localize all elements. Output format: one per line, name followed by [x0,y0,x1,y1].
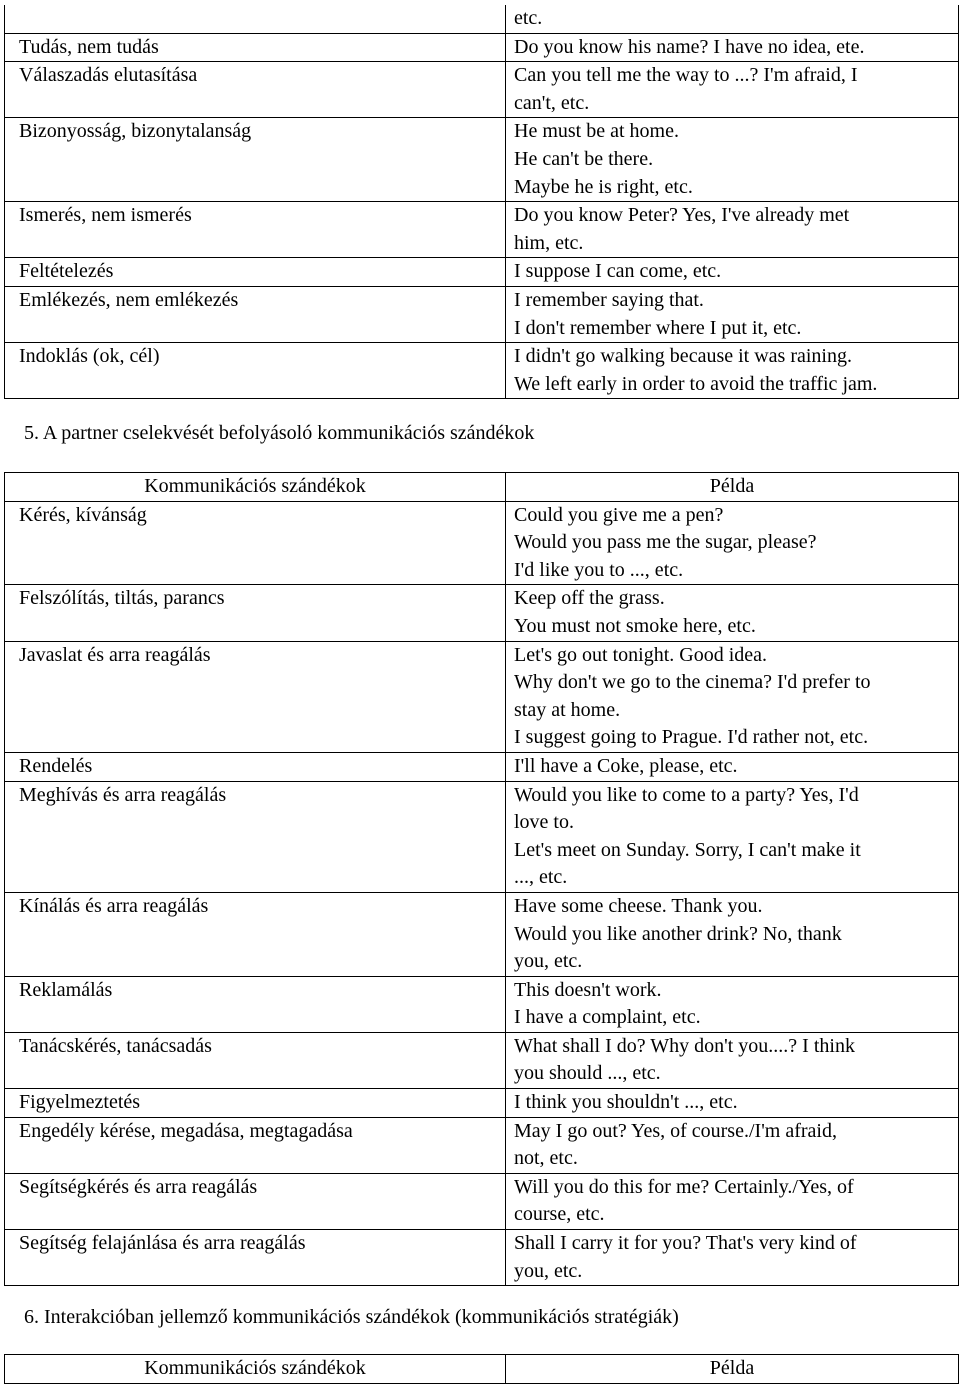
intent-label [19,371,505,399]
example-line: Could you give me a pen? [514,503,724,526]
example-line: We left early in order to avoid the traffic jam. [514,372,878,395]
example-cell [506,1173,959,1229]
intent-label [19,948,505,976]
example-cell [506,202,959,258]
example-line: He must be at home. [514,120,679,143]
example-line: ..., etc. [514,866,568,889]
intent-label: Indoklás (ok, cél) [19,345,160,368]
intent-cell [5,343,506,399]
intent-label [19,315,505,343]
example-line: I think you shouldn't ..., etc. [514,1091,738,1114]
intent-label: Felszólítás, tiltás, parancs [19,587,225,610]
example-line: Do you know his name? I have no idea, ete. [514,35,865,58]
intent-cell [5,1173,506,1229]
intent-label: Segítségkérés és arra reagálás [19,1175,258,1198]
intent-label: Tanácskérés, tanácsadás [19,1034,212,1057]
table-row [5,62,959,118]
intent-label: Meghívás és arra reagálás [19,783,227,806]
example-line: Let's go out tonight. Good idea. [514,643,768,666]
example-cell [506,1032,959,1088]
table-row [5,5,959,33]
example-cell [506,286,959,342]
intent-label: Tudás, nem tudás [19,35,159,58]
example-line: not, etc. [514,1147,578,1170]
table-row [5,118,959,202]
intent-label [19,557,505,585]
section-6-header-row [5,1355,959,1384]
table-row [5,1089,959,1118]
intent-label: Kérés, kívánság [19,503,147,526]
example-line: you, etc. [514,950,583,973]
table-row [5,501,959,585]
example-line: you, etc. [514,1259,583,1282]
intent-cell [5,5,506,33]
intent-label [19,5,505,33]
section-5-title: 5. A partner cselekvését befolyásoló kommunikációs szándékok [24,422,535,444]
column-header-intent: Kommunikációs szándékok [5,473,506,502]
example-line: Will you do this for me? Certainly./Yes, of [514,1175,854,1198]
intent-cell [5,781,506,892]
example-line: I suppose I can come, etc. [514,260,722,283]
example-line: I didn't go walking because it was raining. [514,345,852,368]
example-line: love to. [514,811,574,834]
intent-cell [5,585,506,641]
example-line: Keep off the grass. [514,587,665,610]
intent-cell [5,258,506,287]
example-line: I'll have a Coke, please, etc. [514,754,738,777]
intent-cell [5,1230,506,1286]
example-line: Would you like to come to a party? Yes, I'd [514,783,859,806]
intent-cell [5,892,506,976]
example-cell [506,752,959,781]
intent-cell [5,62,506,118]
example-line: etc. [514,7,543,29]
example-cell [506,501,959,585]
intent-cell [5,501,506,585]
intent-cell [5,1089,506,1118]
example-cell [506,976,959,1032]
intent-cell [5,118,506,202]
example-cell [506,5,959,33]
table-row [5,1117,959,1173]
intent-label: Emlékezés, nem emlékezés [19,288,239,311]
intent-cell [5,1117,506,1173]
example-line: Would you pass me the sugar, please? [514,531,817,554]
example-line: May I go out? Yes, of course./I'm afraid, [514,1119,837,1142]
example-line: Why don't we go to the cinema? I'd prefer to [514,671,871,694]
intent-label: Segítség felajánlása és arra reagálás [19,1232,306,1255]
intent-label: Feltételezés [19,260,114,283]
example-line: Shall I carry it for you? That's very kind of [514,1232,857,1255]
example-cell [506,585,959,641]
example-line: stay at home. [514,698,621,721]
example-line: Have some cheese. Thank you. [514,894,763,917]
example-line: Maybe he is right, etc. [514,175,693,198]
top-intent-table [4,5,959,399]
section-5-header-row [5,473,959,502]
example-line: He can't be there. [514,147,654,170]
example-line: Do you know Peter? Yes, I've already met [514,204,850,227]
table-row [5,781,959,892]
example-cell [506,641,959,752]
intent-label [19,529,505,557]
example-line: Let's meet on Sunday. Sorry, I can't make it [514,838,861,861]
intent-label [19,1145,505,1173]
intent-label: Reklamálás [19,978,113,1001]
intent-label [19,864,505,892]
intent-label [19,809,505,837]
intent-cell [5,1032,506,1088]
example-cell [506,892,959,976]
example-line: What shall I do? Why don't you....? I think [514,1034,855,1057]
example-cell [506,1230,959,1286]
example-cell [506,118,959,202]
intent-label [19,669,505,697]
example-cell [506,1117,959,1173]
intent-label [19,1060,505,1088]
intent-label [19,697,505,725]
intent-cell [5,976,506,1032]
table-row [5,1173,959,1229]
intent-cell [5,641,506,752]
table-row [5,33,959,62]
intent-label: Figyelmeztetés [19,1091,141,1114]
section-6-title: 6. Interakcióban jellemző kommunikációs szándékok (kommunikációs stratégiák) [24,1306,679,1328]
column-header-example: Példa [506,473,959,502]
example-line: can't, etc. [514,91,590,114]
intent-label: Engedély kérése, megadása, megtagadása [19,1119,353,1142]
intent-cell [5,33,506,62]
example-line: Would you like another drink? No, thank [514,922,842,945]
example-line: I don't remember where I put it, etc. [514,316,802,339]
example-line: This doesn't work. [514,978,662,1001]
example-line: You must not smoke here, etc. [514,614,756,637]
example-cell [506,781,959,892]
table-row [5,585,959,641]
intent-label: Válaszadás elutasítása [19,64,198,87]
example-line: Can you tell me the way to ...? I'm afraid, I [514,64,858,87]
column-header-example: Példa [506,1355,959,1384]
intent-label [19,921,505,949]
example-cell [506,62,959,118]
intent-label [19,174,505,202]
table-row [5,286,959,342]
table-row [5,892,959,976]
section-5-table [4,472,959,1286]
intent-label: Bizonyosság, bizonytalanság [19,120,252,143]
example-cell [506,1089,959,1118]
intent-label [19,146,505,174]
example-cell [506,33,959,62]
example-cell [506,258,959,287]
example-cell [506,343,959,399]
intent-label: Kínálás és arra reagálás [19,894,209,917]
table-row [5,343,959,399]
example-line: I remember saying that. [514,288,704,311]
example-line: I have a complaint, etc. [514,1006,701,1029]
table-row [5,641,959,752]
intent-label: Rendelés [19,754,93,777]
intent-label [19,724,505,752]
intent-cell [5,202,506,258]
example-line: you should ..., etc. [514,1062,661,1085]
table-row [5,752,959,781]
table-row [5,1032,959,1088]
table-row [5,202,959,258]
intent-cell [5,752,506,781]
section-6-table [4,1354,959,1384]
intent-label: Javaslat és arra reagálás [19,643,211,666]
intent-label [19,230,505,258]
example-line: him, etc. [514,231,584,254]
intent-label [19,90,505,118]
intent-cell [5,286,506,342]
table-row [5,976,959,1032]
intent-label: Ismerés, nem ismerés [19,204,192,227]
table-row [5,258,959,287]
example-line: I'd like you to ..., etc. [514,558,684,581]
intent-label [19,1258,505,1286]
intent-label [19,837,505,865]
example-line: course, etc. [514,1203,605,1226]
example-line: I suggest going to Prague. I'd rather not, etc. [514,726,869,749]
intent-label [19,613,505,641]
table-row [5,1230,959,1286]
intent-label [19,1004,505,1032]
column-header-intent: Kommunikációs szándékok [5,1355,506,1384]
intent-label [19,1201,505,1229]
